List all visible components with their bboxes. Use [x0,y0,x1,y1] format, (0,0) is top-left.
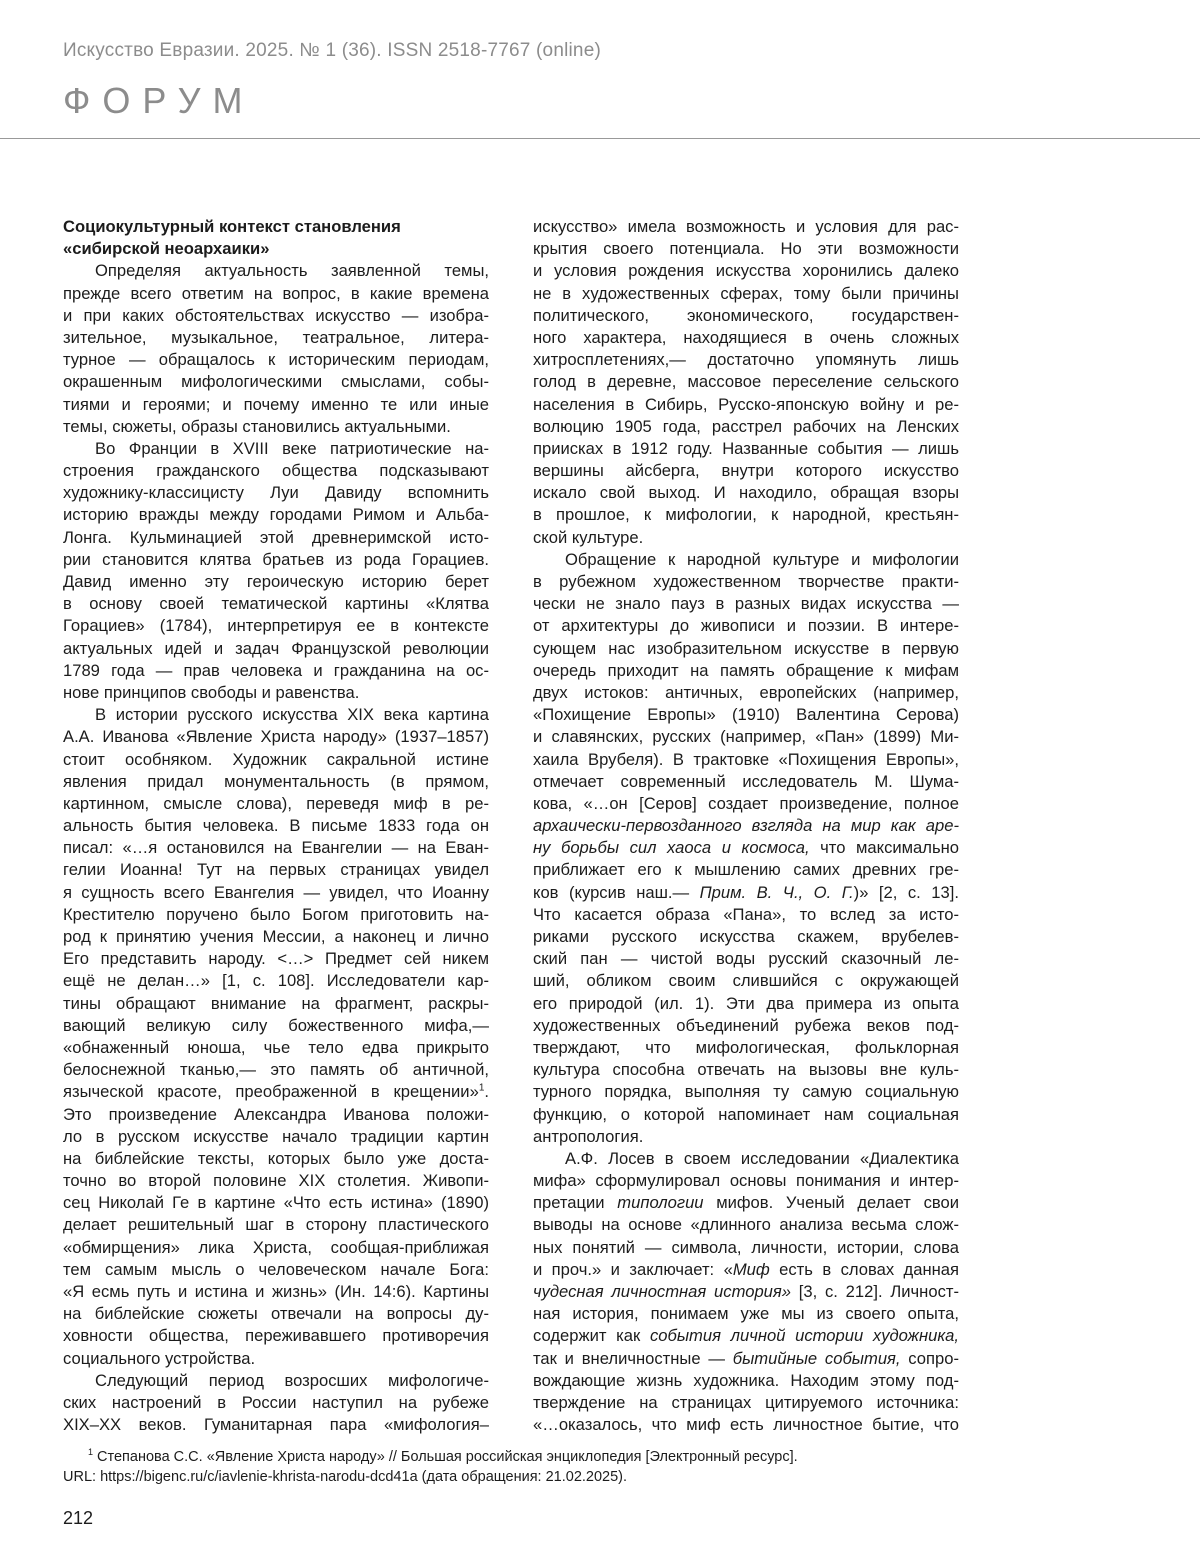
text-line [63,349,489,371]
line-text: «обнаженный юноша, чье тело едва прикрыто [63,1037,489,1057]
right-text-column [533,216,959,1436]
line-text: искусство» имела возможность и условия для рас- [533,217,959,236]
text-line [533,771,959,793]
line-text: «Похищение Европы» (1910) Валентина Серова) [533,705,959,725]
text-line [63,1392,489,1414]
text-line [63,1281,489,1303]
line-text: художнику-классицисту Луи Давиду вспомнить [63,483,489,503]
line-text: волюцию 1905 года, расстрел рабочих на Ленских [533,416,959,436]
text-line [533,1015,959,1037]
text-line [533,571,959,593]
line-text: XIX–XX веков. Гуманитарная пара «мифология– [63,1415,489,1435]
text-line [533,460,959,482]
text-line [63,1214,489,1236]
text-line [533,1237,959,1259]
line-text: явления придал монументальность (в прямом, [63,771,489,791]
text-line [63,216,489,238]
line-text: род к принятию учения Мессии, а наконец и лично [63,927,489,946]
line-text: ший, обликом своим слившийся с окружающей [533,971,959,991]
line-text: турного порядка, выполняя ту самую социальную [533,1082,959,1102]
text-line [533,638,959,660]
line-text: тверждение на страницах цитируемого источника: [533,1392,959,1412]
page-number: 212 [63,1508,94,1528]
line-text: в прошлое, к мифологии, к народной, крестьян- [533,505,959,525]
text-line [533,1192,959,1214]
text-line [63,793,489,815]
line-text: и условия рождения искусства хоронились далеко [533,261,959,281]
line-text: стоит особняком. Художник сакральной истине [63,749,489,769]
journal-citation: Искусство Евразии. 2025. № 1 (36). ISSN 2518-7767 (online) [63,40,601,61]
text-line [63,394,489,416]
line-text: содержит как [533,1326,650,1346]
line-text: «обмирщения» лика Христа, сообщая-приближая [63,1237,489,1257]
line-text: ных понятий — символа, личности, истории, слова [533,1237,959,1257]
text-line [533,394,959,416]
text-line [533,815,959,837]
text-line [533,726,959,748]
text-line [533,1059,959,1081]
line-text: окрашенным мифологическими смыслами, собы- [63,372,489,392]
line-text: историю вражды между городами Римом и Альба- [63,505,489,525]
text-line [63,771,489,793]
line-text: строения гражданского общества подсказывают [63,461,489,481]
text-line [63,1170,489,1192]
line-text: Обращение к народной культуре и мифологии [565,549,959,569]
footnotes [63,1442,1143,1487]
text-line [63,815,489,837]
line-text: ного характера, находящиеся в очень сложных [533,327,959,347]
text-line [533,1170,959,1192]
text-line [533,1214,959,1236]
text-line [63,1259,489,1281]
line-text: Давид именно эту героическую историю берет [63,572,489,591]
text-line [63,1015,489,1037]
text-line [533,349,959,371]
line-text: Крестителю поручено было Богом приготовить на- [63,904,489,924]
line-text: Горациев» (1784), интерпретируя ее в контексте [63,616,489,636]
text-line [63,904,489,926]
text-line [63,1059,489,1081]
text-line [63,1414,489,1436]
line-tail: . [484,1082,489,1102]
line-text: антропология. [533,1126,644,1146]
line-text: искало свой выход. И находило, обращая взоры [533,483,959,503]
line-text: населения в Сибирь, Русско-японскую войну и ре- [533,394,959,414]
text-line [533,305,959,327]
text-line [533,837,959,859]
text-line [63,305,489,327]
line-text: и славянских, русских (например, «Пан» (1899) Ми- [533,727,959,747]
text-line [533,1104,959,1126]
text-line [533,948,959,970]
text-line [63,660,489,682]
text-line [533,793,959,815]
line-italic: типологии [617,1193,704,1213]
line-text: тверждают, что мифологическая, фольклорная [533,1037,959,1057]
text-line [63,1325,489,1347]
text-line [63,1081,489,1103]
text-line [533,615,959,637]
text-line [533,416,959,438]
line-text: функцию, о которой напоминает нам социальная [533,1104,959,1124]
footnote-1 [63,1442,1143,1467]
line-italic: Прим. В. Ч., О. Г. [699,882,854,902]
line-text: ский пан — чистой воды русский сказочный ле- [533,949,959,969]
line-text: художественных объединений рубежа веков под- [533,1015,959,1035]
line-text: очередь приходит на память обращение к мифам [533,660,959,680]
line-text: социального устройства. [63,1348,256,1368]
line-text: делает решительный шаг в сторону пластического [63,1215,489,1235]
line-text: белоснежной тканью,— это память об античной, [63,1060,489,1080]
text-line [63,371,489,393]
text-line [63,726,489,748]
text-line [533,549,959,571]
line-tail: мифов. Ученый делает свои [703,1193,959,1213]
line-text: Следующий период возросших мифологиче- [95,1370,489,1390]
line-text: тиями и героями; и почему именно те или иные [63,394,489,414]
left-text-column [63,216,489,1436]
text-line [63,1303,489,1325]
text-line [63,438,489,460]
line-text: архаически-первозданного взгляда на мир как аре- [533,816,959,836]
line-text: приисках в 1912 году. Названные события — лишь [533,438,959,458]
line-text: картинном, смысле слова), переведя миф в ре- [63,793,489,813]
line-text: тины обращают внимание на фрагмент, раскры- [63,993,489,1013]
text-line [63,749,489,771]
text-line [533,1392,959,1414]
line-text: ная история, понимаем уже мы из своего опыта, [533,1304,959,1324]
text-line [533,1414,959,1436]
line-text: в рубежном художественном творчестве практи- [533,572,959,591]
footnote-ref: 1 [478,1082,485,1094]
line-text: на библейские тексты, которых было уже доста- [63,1148,489,1168]
line-tail: сопро- [900,1348,959,1368]
text-line [63,482,489,504]
line-text: Лонга. Кульминацией этой древнеримской исто- [63,527,489,547]
text-line [533,970,959,992]
line-text: не в художественных сферах, тому были причины [533,283,959,303]
line-text: хаила Врубеля). В трактовке «Похищения Европы», [533,749,959,769]
text-line [63,549,489,571]
text-line [533,882,959,904]
text-line [533,438,959,460]
line-text: альность бытия человека. В письме 1833 года он [63,816,489,836]
line-text: гелии Иоанна! Тут на первых страницах увидел [63,860,489,880]
text-line [533,993,959,1015]
line-text: отмечает современный исследователь М. Шума- [533,771,959,791]
line-tail: есть в словах данная [769,1259,959,1279]
line-text: ков (курсив наш.— [533,882,700,902]
line-text: точно во второй половине XIX столетия. Живопи- [63,1171,489,1191]
text-line [63,571,489,593]
text-line [533,1325,959,1347]
text-line [63,504,489,526]
line-text: его природой (ил. 1). Эти два примера из опыта [533,993,959,1013]
line-tail: [3, с. 212]. Личност- [791,1282,959,1301]
line-text: вающий великую силу божественного мифа,— [63,1015,489,1035]
text-line [533,1148,959,1170]
line-text: А.Ф. Лосев в своем исследовании «Диалектика [565,1148,959,1168]
line-text: двух истоков: античных, европейских (например, [533,682,959,702]
line-text: тем самым мысль о человеческом начале Бога: [63,1259,489,1279]
line-text: ской культуре. [533,527,644,547]
text-line [63,926,489,948]
text-line [63,638,489,660]
line-tail: )» [2, с. 13]. [853,882,959,902]
line-text: нове принципов свободы и равенства. [63,682,360,702]
line-text: чески не знало пауз в разных видах искусства — [533,594,959,614]
line-text: Что касается образа «Пана», то вслед за исто- [533,904,959,924]
text-line [533,216,959,238]
line-text: «…оказалось, что миф есть личностное бытие, что [533,1415,959,1435]
text-line [63,460,489,482]
text-line [533,371,959,393]
line-text: прежде всего ответим на вопрос, в какие времена [63,283,489,303]
text-line [63,1126,489,1148]
text-line [533,1281,959,1303]
text-line [63,1370,489,1392]
text-line [63,527,489,549]
line-text: Социокультурный контекст становления [63,217,401,236]
text-line [63,948,489,970]
line-text: 1789 года — прав человека и гражданина на ос- [63,660,489,680]
text-line [63,859,489,881]
line-text: Во Франции в XVIII веке патриотические на- [95,438,489,458]
text-line [63,882,489,904]
text-line [533,593,959,615]
line-text: культура способна отвечать на вызовы вне куль- [533,1060,959,1080]
line-text: ских настроений в России наступил на рубеже [63,1392,489,1412]
line-text: рии становится клятва братьев из рода Горациев. [63,549,489,569]
line-text: сующем нас изобразительном искусстве в первую [533,638,959,658]
line-text: языческой красоте, преображенной в крещении» [63,1082,479,1102]
line-text: политического, экономического, государствен- [533,305,959,325]
text-line [533,527,959,549]
text-line [63,1348,489,1370]
line-text: так и внеличностные — [533,1348,733,1368]
line-text: вождающие жизнь художника. Находим этому под- [533,1370,959,1390]
line-text: вершины айсберга, внутри которого искусство [533,461,959,481]
text-line [63,1192,489,1214]
text-line [533,704,959,726]
section-title: ФОРУМ [63,80,255,121]
line-text: В истории русского искусства XIX века картина [95,705,489,725]
line-text: крытия своего потенциала. Но эти возможности [533,239,959,259]
line-text: я сущность всего Евангелия — увидел, что Иоанну [63,882,489,902]
text-line [63,416,489,438]
text-line [63,283,489,305]
line-text: на библейские сюжеты отвечали на вопросы ду- [63,1304,489,1324]
text-line [533,859,959,881]
text-line [63,238,489,260]
footnote-url: URL: https://bigenc.ru/c/iavlenie-khrista-narodu-dcd41a (дата обращения: 21.02.2025). [63,1468,628,1485]
line-text: «сибирской неоархаики» [63,239,270,259]
text-line [63,682,489,704]
line-text: и проч.» и заключает: « [533,1259,733,1279]
line-text: хитросплетениях,— достаточно упомянуть лишь [533,350,959,370]
text-line [63,615,489,637]
line-text: голод в деревне, массовое переселение сельского [533,372,959,392]
line-text: выводы на основе «длинного анализа весьма слож- [533,1215,959,1235]
text-line [533,904,959,926]
line-text: мифа» сформулировал основы понимания и интер- [533,1171,959,1191]
text-line [533,926,959,948]
text-line [533,1081,959,1103]
line-text: писал: «…я остановился на Евангелии — на Еван- [63,838,489,858]
header-divider [0,138,1200,139]
footnote-marker: 1 [88,1447,94,1457]
text-line [533,749,959,771]
line-text: кова, «…он [Серов] создает произведение, полное [533,793,959,813]
text-line [533,1348,959,1370]
line-text: ховности общества, переживавшего противоречия [63,1326,489,1346]
line-text: актуальных идей и задач Французской революции [63,638,489,658]
text-line [63,970,489,992]
text-line [533,660,959,682]
text-line [533,238,959,260]
line-text: и при каких обстоятельствах искусство — изобра- [63,305,489,325]
line-text: темы, сюжеты, образы становились актуальными. [63,416,451,436]
text-line [63,837,489,859]
text-line [63,1237,489,1259]
text-line [533,1259,959,1281]
line-text: ло в русском искусстве начало традиции картин [63,1126,489,1146]
line-text: чудесная личностная история» [533,1282,791,1301]
line-text: ещё не делан…» [1, с. 108]. Исследователи кар- [63,971,489,991]
text-line [63,327,489,349]
text-line [533,283,959,305]
line-text: Определяя актуальность заявленной темы, [95,261,489,281]
line-text: А.А. Иванова «Явление Христа народу» (1937–1857) [63,727,489,747]
line-text: ну борьбы сил хаоса и космоса, [533,838,810,858]
text-line [533,682,959,704]
text-line [63,993,489,1015]
line-text: «Я есмь путь и истина и жизнь» (Ин. 14:6). Картины [63,1282,489,1301]
text-line [533,260,959,282]
text-line [63,1148,489,1170]
line-text: приближает его к мышлению самих древних гре- [533,860,959,880]
line-text: Его представить народу. <…> Предмет сей никем [63,949,489,969]
line-italic: Миф [732,1259,770,1279]
line-text: турное — обращалось к историческим периодам, [63,350,489,370]
text-line [63,704,489,726]
line-text: Это произведение Александра Иванова положи- [63,1104,489,1124]
text-line [63,593,489,615]
text-line [533,482,959,504]
footnote-text: Степанова С.С. «Явление Христа народу» // Большая российская энциклопедия [Электронный ресурс]. [93,1448,798,1465]
text-line [533,327,959,349]
line-text: зительное, музыкальное, театральное, литера- [63,327,489,347]
text-line [533,1303,959,1325]
line-italic: события личной истории художника, [649,1326,959,1346]
line-tail: что максимально [809,838,960,858]
text-line [63,1037,489,1059]
line-text: в основу своей тематической картины «Клятва [63,594,489,614]
text-line [533,1037,959,1059]
line-text: сец Николай Ге в картине «Что есть истина» (1890) [63,1193,489,1213]
line-text: претации [533,1193,618,1213]
text-line [63,260,489,282]
line-text: риками русского искусства скажем, врубелев- [533,927,959,946]
line-text: от архитектуры до живописи и поэзии. В интере- [533,616,959,636]
line-italic: бытийные события, [732,1348,901,1368]
text-line [533,1370,959,1392]
text-line [63,1104,489,1126]
text-line [533,504,959,526]
text-line [533,1126,959,1148]
